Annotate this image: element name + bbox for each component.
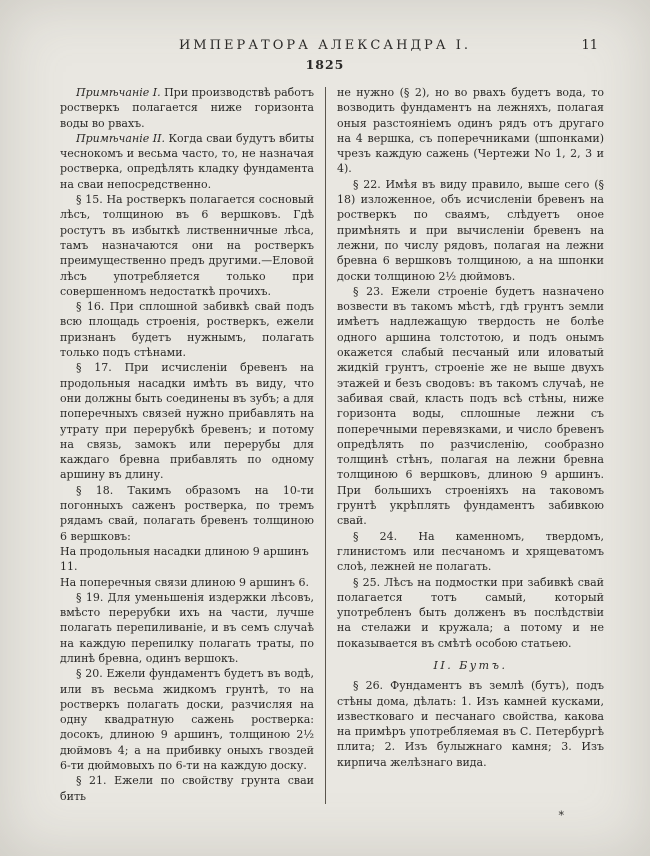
paragraph: не нужно (§ 2), но во рвахъ будетъ вода, то возводить фундаментъ на лежняхъ, полагая оныя разстояніемъ одинъ рядъ отъ другаго на 4 вершка, съ поперечниками (шпонками) чрезъ каждую сажень (Чертежи No 1, 2, 3 и 4).	[337, 86, 604, 176]
paragraph: § 22. Имѣя въ виду правило, выше сего (§ 18) изложенное, объ исчисленіи бревенъ на ростверкъ по сваямъ, слѣдуетъ оное примѣнять и при вычисленіи бревенъ на лежни, по числу рядовъ, полагая на лежни бревна 6 вершковъ толщиною, а на шпонки доски толщиною 2½ дюймовъ.	[337, 177, 604, 283]
page-number: 11	[581, 38, 598, 53]
paragraph: § 26. Фундаментъ въ землѣ (бутъ), подъ стѣны дома, дѣлать: 1. Изъ камней кусками, известковаго и песчанаго свойства, какова на примѣръ употребляемая въ С. Петербургѣ плита; 2. Изъ булыжнаго камня; 3. Изъ кирпича желѣзнаго вида.	[337, 679, 604, 769]
paragraph: § 15. На ростверкъ полагается сосновый лѣсъ, толщиною въ 6 вершковъ. Гдѣ ростутъ въ избыткѣ лиственничные лѣса, тамъ назначаются они на ростверкъ преимущественно предъ другими.—Еловой лѣсъ употребляется только при совершенномъ недостаткѣ прочихъ.	[60, 193, 314, 298]
section-heading: II. Бутъ.	[433, 658, 508, 672]
right-column	[337, 85, 604, 804]
text-columns	[60, 85, 604, 804]
paragraph: § 19. Для уменьшенія издержки лѣсовъ, вмѣсто перерубки ихъ на части, лучше полагать перепиливаніе, и въ семъ случаѣ на каждую перепилку полагать траты, по длинѣ бревна, одинъ вершокъ.	[60, 590, 314, 665]
paragraph: § 17. При исчисленіи бревенъ на продольныя насадки имѣть въ виду, что они должны быть соединены въ зубъ; а для поперечныхъ связей нужно прибавлять на утрату при перерубкѣ бревенъ; и потому на связь, замокъ или перерубы для каждаго бревна прибавлять по одному аршину въ длину.	[60, 361, 314, 482]
column-divider	[325, 87, 326, 804]
paragraph: § 16. При сплошной забивкѣ свай подъ всю площадь строенія, ростверкъ, ежели признанъ будетъ нужнымъ, полагать только подъ стѣнами.	[60, 300, 314, 360]
paragraph: § 18. Такимъ образомъ на 10-ти погонныхъ саженъ ростверка, по тремъ рядамъ свай, полагать бревенъ толщиною 6 вершковъ:	[60, 483, 314, 543]
left-column	[60, 85, 314, 804]
paragraph-lead: Примѣчаніе I.	[76, 86, 165, 99]
signature-mark: *	[558, 809, 564, 822]
paragraph-lead: Примѣчаніе II.	[76, 131, 169, 145]
paragraph: § 25. Лѣсъ на подмостки при забивкѣ свай полагается тотъ самый, который употребленъ быть долженъ въ послѣдствіи на стелажи и кружала; а потому и не показывается въ смѣтѣ особою статьею.	[337, 575, 604, 650]
page-header	[0, 38, 650, 53]
paragraph: Примѣчаніе I. При производствѣ работъ ростверкъ полагается ниже горизонта воды во рвахъ.	[60, 86, 314, 130]
paragraph: На продольныя насадки длиною 9 аршинъ 11.	[60, 544, 309, 574]
paragraph: На поперечныя связи длиною 9 аршинъ 6.	[60, 575, 310, 589]
running-title: ИМПЕРАТОРА АЛЕКСАНДРА I.	[178, 38, 472, 53]
paragraph: § 21. Ежели по свойству грунта сваи бить	[60, 774, 314, 803]
paragraph: Примѣчаніе II. Когда сваи будутъ вбиты чеснокомъ и весьма часто, то, не назначая ростверка, опредѣлять кладку фундамента на сваи непосредственно.	[60, 131, 315, 191]
paragraph: § 20. Ежели фундаментъ будетъ въ водѣ, или въ весьма жидкомъ грунтѣ, то на ростверкъ полагать доски, разчисляя на одну квадратную сажень ростверка: досокъ, длиною 9 аршинъ, толщиною 2½ дюймовъ 4; а на прибивку оныхъ гвоздей 6-ти дюймовыхъ по 6-ти на каждую доску.	[60, 667, 314, 773]
year-label: 1825	[305, 57, 345, 72]
paragraph: § 23. Ежели строеніе будетъ назначено возвести въ такомъ мѣстѣ, гдѣ грунтъ земли имѣетъ надлежащую твердость не болѣе одного аршина толстотою, и подъ онымъ окажется слабый песчаный или иловатый жидкій грунтъ, строеніе же не выше двухъ этажей и безъ сводовъ: въ такомъ случаѣ, не забивая свай, класть подъ всѣ стѣны, ниже горизонта воды, сплошные лежни съ поперечными перевязками, и число бревенъ опредѣлять по разчисленію, сообразно толщинѣ стѣнъ, полагая на лежни бревна толщиною 6 вершковъ, длиною 9 аршинъ. При большихъ строеніяхъ на таковомъ грунтѣ укрѣплять фундаментъ забивкою свай.	[337, 284, 604, 528]
paragraph: § 24. На каменномъ, твердомъ, глинистомъ или песчаномъ и хрящеватомъ слоѣ, лежней не полагать.	[337, 529, 604, 574]
